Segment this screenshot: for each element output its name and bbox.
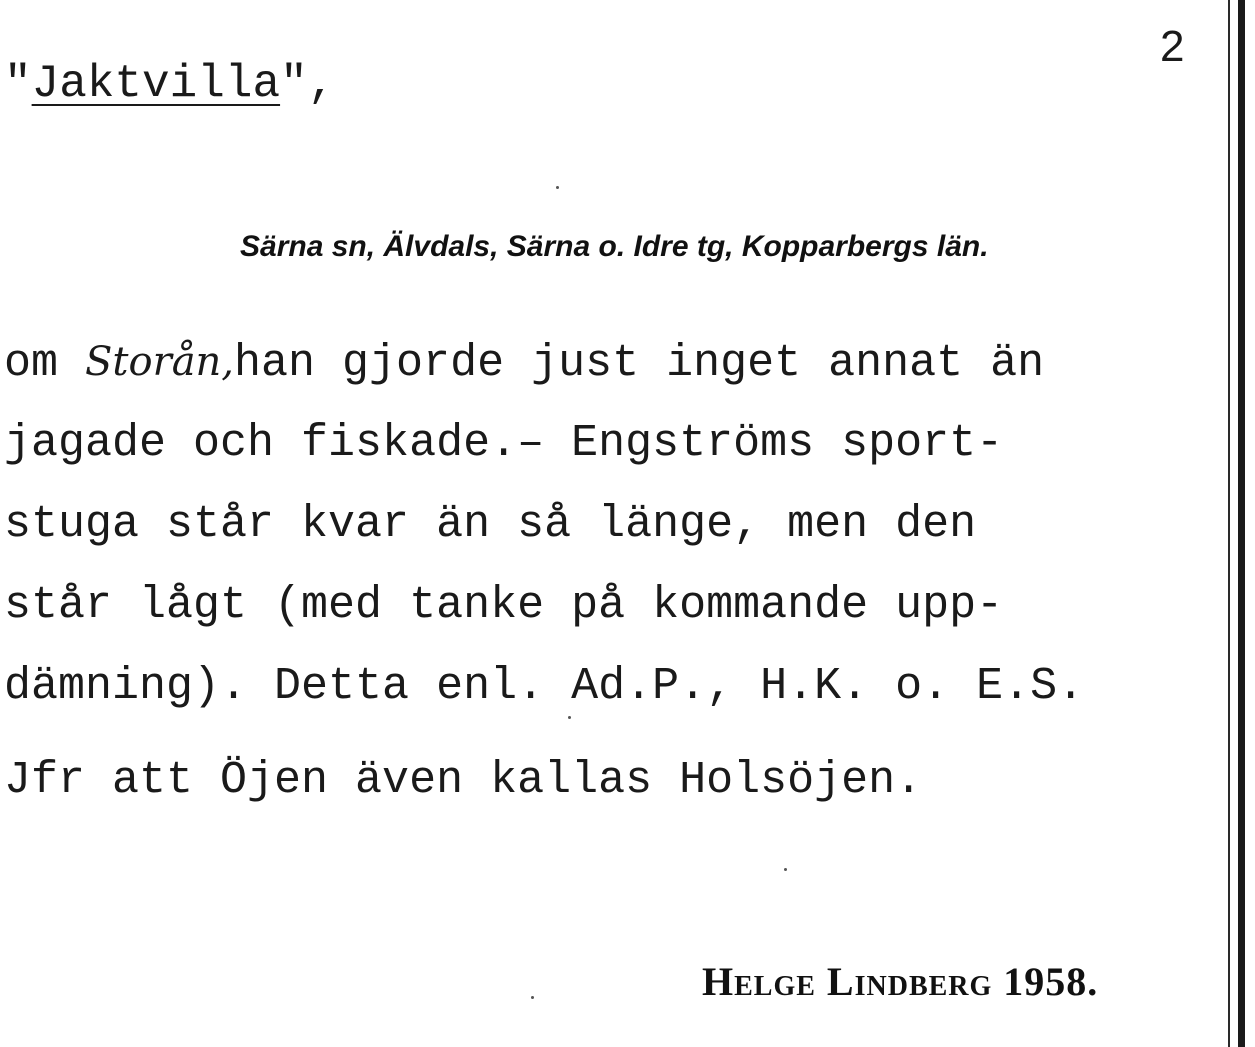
location-line: Särna sn, Älvdals, Särna o. Idre tg, Kopparbergs län. [240,230,989,263]
signature: Helge Lindberg 1958. [702,959,1099,1004]
card-edge-line [1228,0,1230,1047]
entry-title [4,58,335,110]
title-close: ", [280,58,336,110]
body-line-4: står lågt (med tanke på kommande upp- [4,580,1004,631]
page-number: 2 [1160,22,1185,71]
scan-speck [784,868,787,871]
handwritten-insertion: Storån, [85,339,235,385]
body-line-1-prefix: om [4,338,86,389]
body-text [4,322,1084,727]
scan-speck [531,996,534,999]
body-line-5: dämning). Detta enl. Ad.P., H.K. o. E.S. [4,661,1085,712]
title-word: Jaktvilla [31,58,281,110]
title-open-quote: " [4,58,32,110]
note-line: Jfr att Öjen även kallas Holsöjen. [4,755,923,806]
body-line-1 [4,322,1084,403]
body-line-2: jagade och fiskade.– Engströms sport- [4,418,1004,469]
body-line-1-rest: han gjorde just inget annat än [234,338,1045,389]
scan-speck [556,186,559,189]
card-edge-shadow [1238,0,1245,1047]
scan-speck [568,716,571,719]
body-line-3: stuga står kvar än så länge, men den [4,499,977,550]
